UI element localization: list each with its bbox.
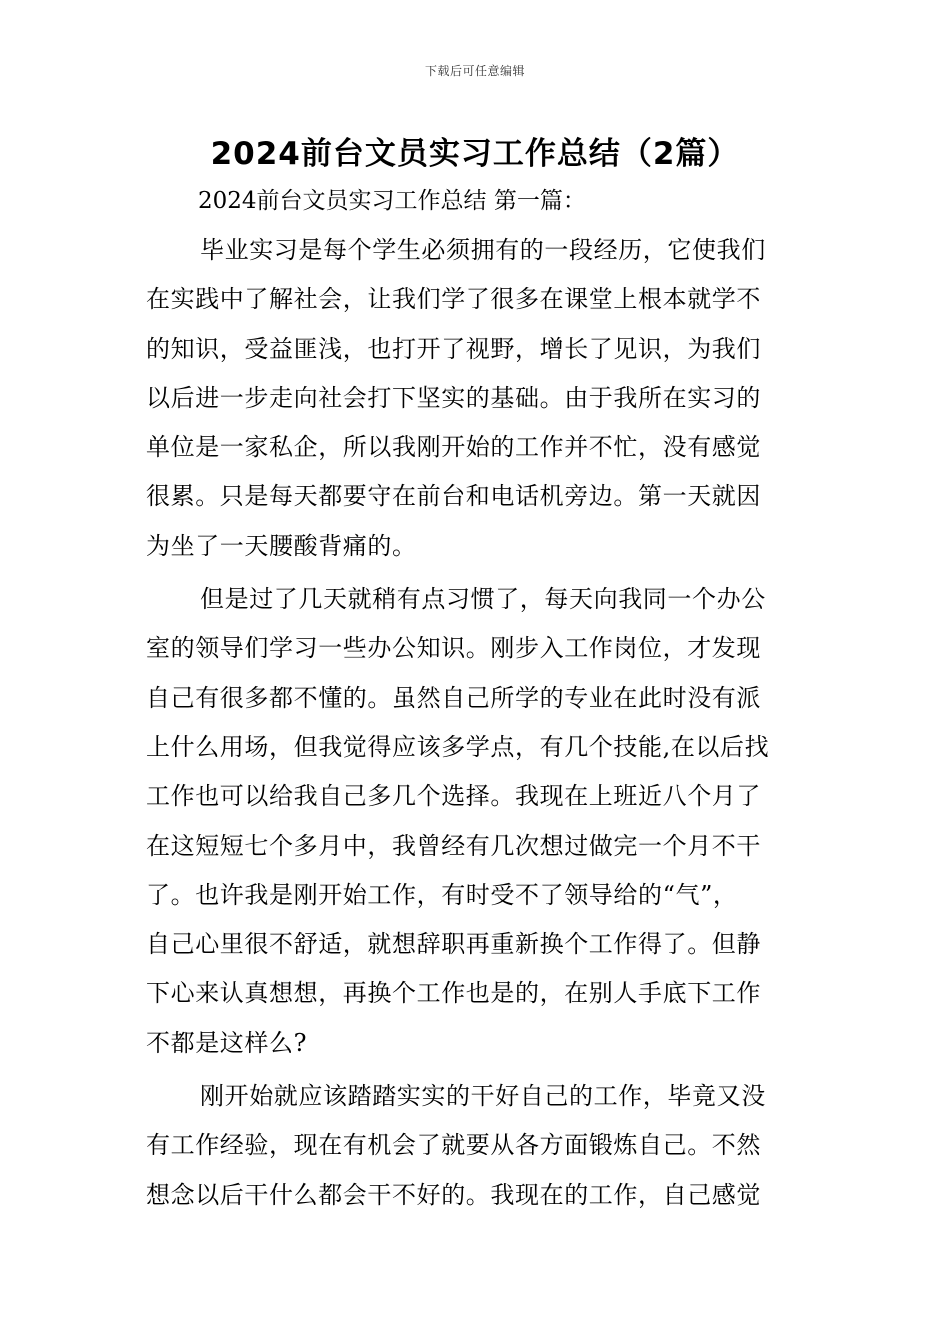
text-line: 想念以后干什么都会干不好的。我现在的工作，自己感觉 xyxy=(146,1180,761,1209)
document-title: 2024前台文员实习工作总结（2篇） xyxy=(210,136,740,172)
paragraph-1 xyxy=(146,226,816,571)
text-line: 室的领导们学习一些办公知识。刚步入工作岗位，才发现 xyxy=(146,634,761,663)
body-text xyxy=(146,226,816,1224)
section-heading: 2024前台文员实习工作总结 第一篇： xyxy=(198,188,586,214)
text-line: 在这短短七个多月中，我曾经有几次想过做完一个月不干 xyxy=(146,831,761,860)
text-line: 以后进一步走向社会打下坚实的基础。由于我所在实习的 xyxy=(146,383,761,412)
paragraph-3 xyxy=(146,1072,816,1220)
text-line: 刚开始就应该踏踏实实的干好自己的工作，毕竟又没 xyxy=(200,1082,766,1111)
text-line: 很累。只是每天都要守在前台和电话机旁边。第一天就因 xyxy=(146,482,761,511)
text-line: 为坐了一天腰酸背痛的。 xyxy=(146,531,417,560)
text-line: 了。也许我是刚开始工作，有时受不了领导给的“气”， xyxy=(146,880,738,909)
text-line: 不都是这样么? xyxy=(146,1028,308,1057)
text-line: 自己心里很不舒适，就想辞职再重新换个工作得了。但静 xyxy=(146,930,761,959)
text-line: 下心来认真想想，再换个工作也是的，在别人手底下工作 xyxy=(146,979,761,1008)
text-line: 毕业实习是每个学生必须拥有的一段经历，它使我们 xyxy=(200,236,766,264)
text-line: 但是过了几天就稍有点习惯了，每天向我同一个办公 xyxy=(200,585,766,614)
text-line: 工作也可以给我自己多几个选择。我现在上班近八个月了 xyxy=(146,782,761,811)
text-line: 的知识，受益匪浅，也打开了视野，增长了见识，为我们 xyxy=(146,334,761,363)
text-line: 有工作经验，现在有机会了就要从各方面锻炼自己。不然 xyxy=(146,1131,761,1160)
text-line: 在实践中了解社会，让我们学了很多在课堂上根本就学不 xyxy=(146,285,761,314)
text-line: 单位是一家私企，所以我刚开始的工作并不忙，没有感觉 xyxy=(146,433,761,462)
header-note: 下载后可任意编辑 xyxy=(424,64,525,78)
paragraph-2 xyxy=(146,575,816,1068)
text-line: 自己有很多都不懂的。虽然自己所学的专业在此时没有派 xyxy=(146,683,761,712)
text-line: 上什么用场，但我觉得应该多学点，有几个技能,在以后找 xyxy=(146,732,770,761)
